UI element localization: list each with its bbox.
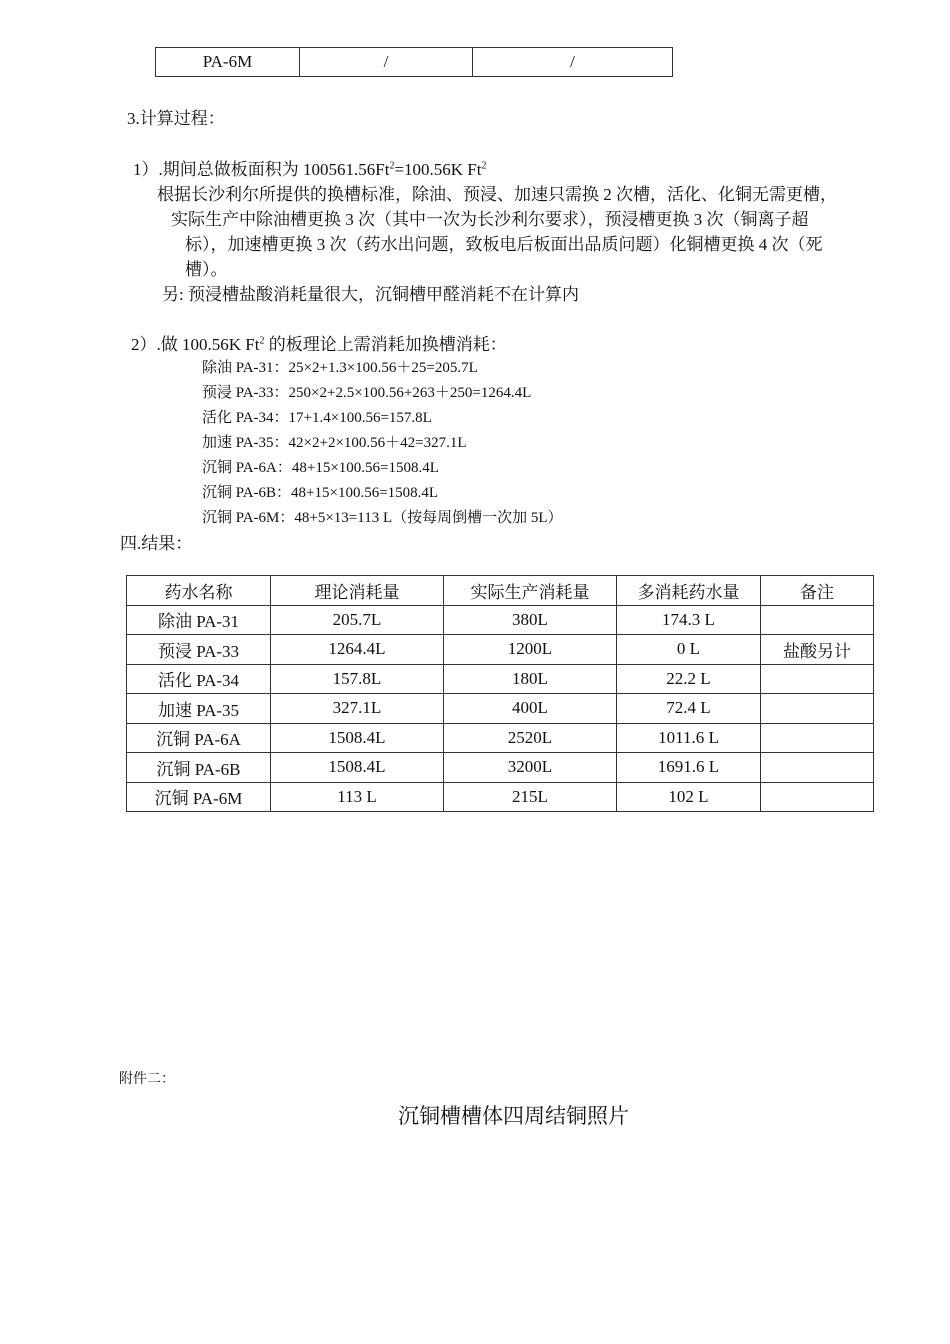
table-cell: 174.3 L	[617, 605, 761, 635]
results-table	[126, 575, 874, 812]
table-cell: 180L	[444, 664, 617, 694]
table-cell: 72.4 L	[617, 694, 761, 724]
table-cell: 380L	[444, 605, 617, 635]
table-cell: 沉铜 PA-6B	[127, 753, 271, 783]
item1-line: 根据长沙利尔所提供的换槽标准，除油、预浸、加速只需换 2 次槽，活化、化铜无需更槽，	[157, 185, 837, 204]
table-row	[127, 694, 874, 724]
top-table	[155, 47, 673, 77]
table-header-row	[127, 576, 874, 606]
table-row	[127, 664, 874, 694]
table-row	[127, 635, 874, 665]
table-row	[127, 782, 874, 812]
calc-line: 沉铜 PA-6M：48+5×13=113 L（按每周倒槽一次加 5L）	[202, 510, 563, 526]
table-cell: 沉铜 PA-6A	[127, 723, 271, 753]
table-cell: 0 L	[617, 635, 761, 665]
table-cell	[761, 753, 874, 783]
calc-line: 预浸 PA-33：250×2+2.5×100.56+263＋250=1264.4L	[202, 385, 532, 401]
table-cell: 活化 PA-34	[127, 664, 271, 694]
table-row	[156, 48, 673, 77]
table-cell: 1691.6 L	[617, 753, 761, 783]
table-cell: 327.1L	[271, 694, 444, 724]
table-cell: 加速 PA-35	[127, 694, 271, 724]
table-cell: 除油 PA-31	[127, 605, 271, 635]
table-row	[127, 753, 874, 783]
item1-heading: 1）.期间总做板面积为 $100561.56Ft^2=100.56K$ Ft$^2$	[133, 160, 487, 179]
column-header: 备注	[761, 576, 874, 606]
table-cell: 102 L	[617, 782, 761, 812]
item1-line: 标），加速槽更换 3 次（药水出问题，致板电后板面出品质问题）化铜槽更换 4 次（死	[185, 235, 823, 254]
table-cell: 预浸 PA-33	[127, 635, 271, 665]
table-cell: PA-6M	[156, 48, 300, 77]
table-row	[127, 723, 874, 753]
table-cell: 1508.4L	[271, 723, 444, 753]
item1-line: 实际生产中除油槽更换 3 次（其中一次为长沙利尔要求），预浸槽更换 3 次（铜离子超	[171, 210, 809, 229]
table-cell: 盐酸另计	[761, 635, 874, 665]
calc-line: 沉铜 PA-6B：48+15×100.56=1508.4L	[202, 485, 439, 501]
table-cell: 2520L	[444, 723, 617, 753]
table-cell: /	[473, 48, 673, 77]
attachment-label: 附件二：	[119, 1072, 175, 1087]
photo-title: 沉铜槽槽体四周结铜照片	[398, 1104, 629, 1128]
table-cell	[761, 782, 874, 812]
calc-line: 除油 PA-31：25×2+1.3×100.56＋25=205.7L	[202, 360, 478, 376]
section3-heading: 3.计算过程：	[127, 109, 225, 128]
table-cell: /	[300, 48, 473, 77]
item1-line: 槽）。	[185, 260, 228, 279]
table-cell: 1200L	[444, 635, 617, 665]
table-cell: 215L	[444, 782, 617, 812]
table-cell: 205.7L	[271, 605, 444, 635]
table-cell	[761, 723, 874, 753]
table-cell	[761, 664, 874, 694]
item2-heading: 2）.做 100.56K Ft$^2$ 的板理论上需消耗加换槽消耗：	[131, 335, 507, 354]
table-cell	[761, 694, 874, 724]
table-cell: 157.8L	[271, 664, 444, 694]
table-cell: 1011.6 L	[617, 723, 761, 753]
table-cell: 400L	[444, 694, 617, 724]
column-header: 药水名称	[127, 576, 271, 606]
table-cell	[761, 605, 874, 635]
table-cell: 沉铜 PA-6M	[127, 782, 271, 812]
column-header: 实际生产消耗量	[444, 576, 617, 606]
column-header: 多消耗药水量	[617, 576, 761, 606]
calc-line: 加速 PA-35：42×2+2×100.56＋42=327.1L	[202, 435, 467, 451]
table-row	[127, 605, 874, 635]
table-cell: 113 L	[271, 782, 444, 812]
section4-heading: 四.结果：	[120, 534, 193, 553]
calc-line: 活化 PA-34：17+1.4×100.56=157.8L	[202, 410, 432, 426]
item1-note: 另: 预浸槽盐酸消耗量很大，沉铜槽甲醛消耗不在计算内	[162, 285, 579, 304]
table-cell: 1508.4L	[271, 753, 444, 783]
table-cell: 3200L	[444, 753, 617, 783]
column-header: 理论消耗量	[271, 576, 444, 606]
calc-line: 沉铜 PA-6A：48+15×100.56=1508.4L	[202, 460, 439, 476]
table-cell: 22.2 L	[617, 664, 761, 694]
table-cell: 1264.4L	[271, 635, 444, 665]
